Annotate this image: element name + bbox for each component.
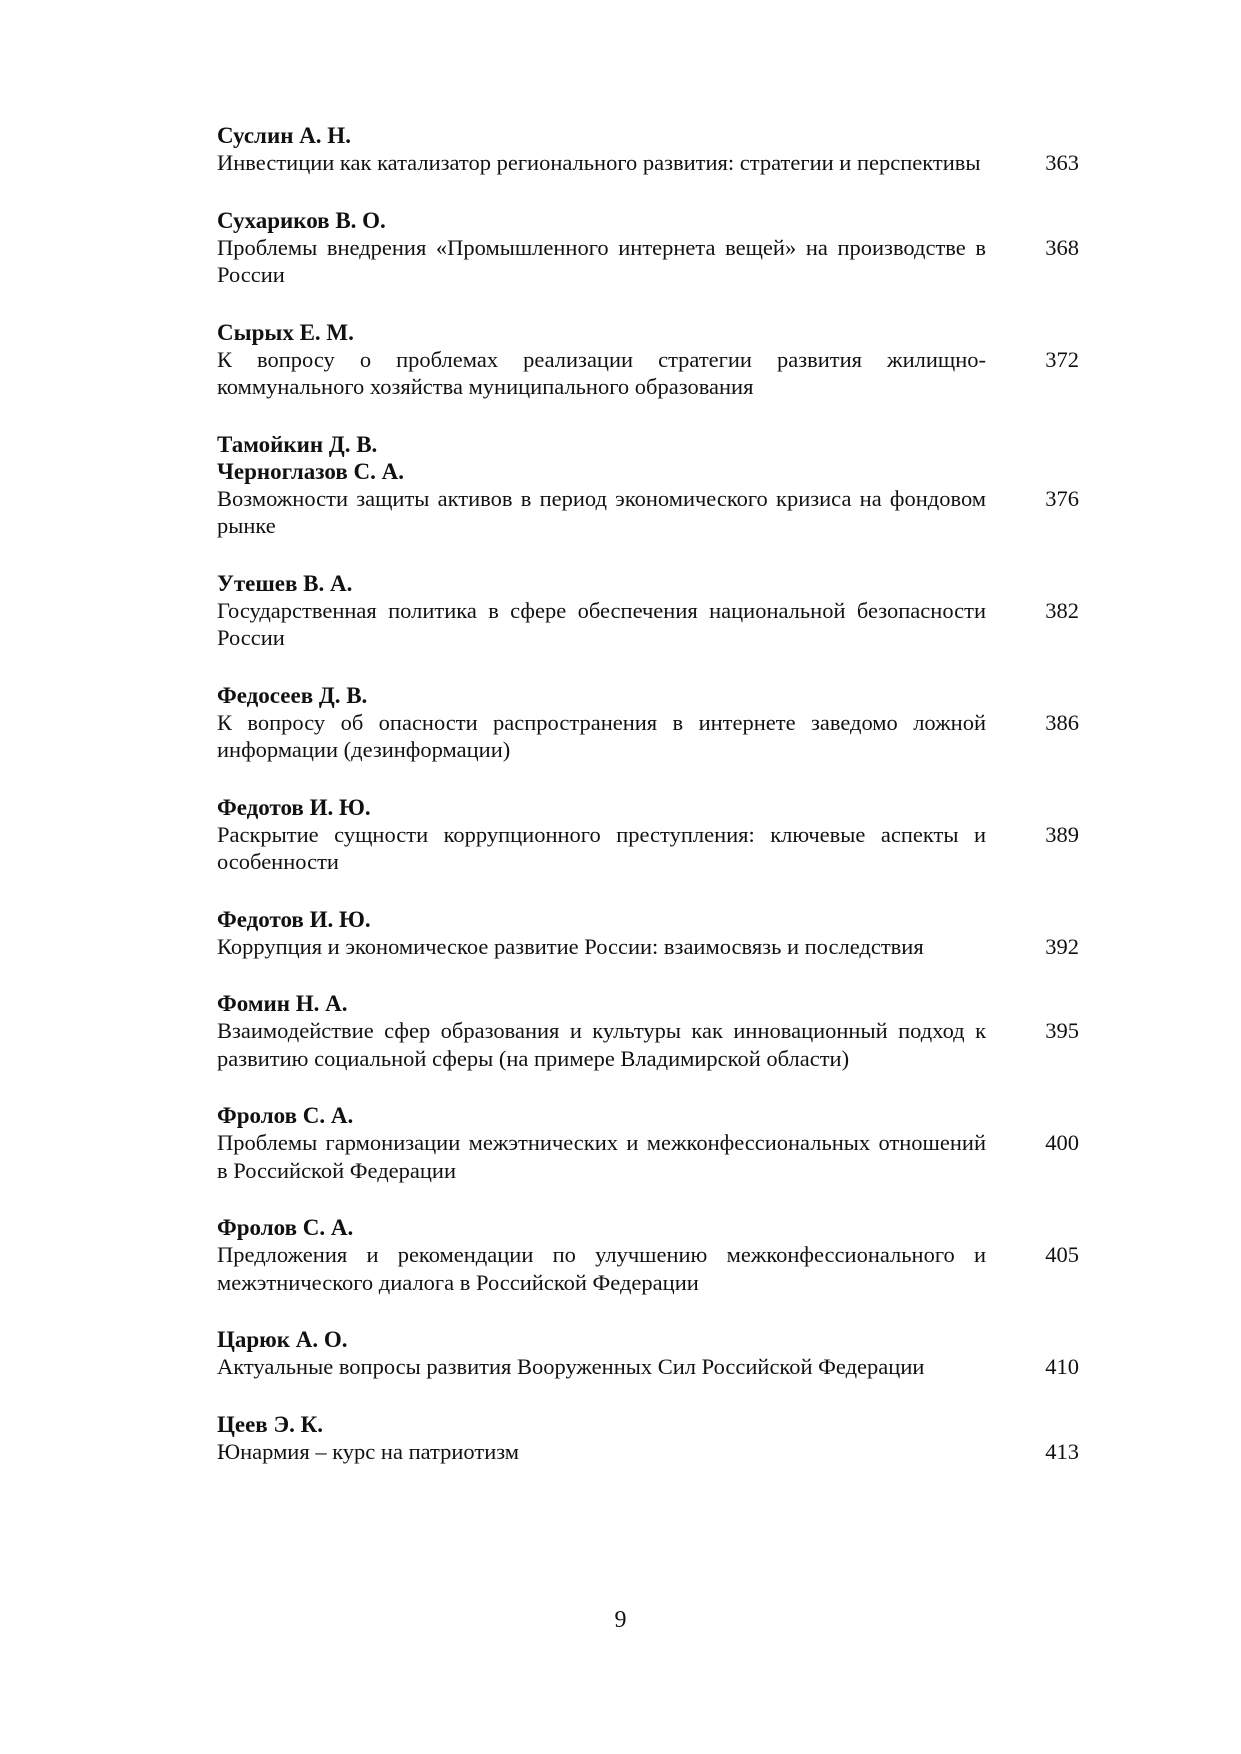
toc-entry (217, 319, 1079, 401)
entry-title: К вопросу о проблемах реализации стратегии развития жилищно-коммунального хозяйства муниципального образования (217, 346, 986, 399)
toc-entry (217, 122, 1079, 177)
entry-author: Сырых Е. М. (217, 319, 354, 345)
entry-author: Фомин Н. А. (217, 991, 348, 1016)
entry-title: Актуальные вопросы развития Вооруженных Сил Российской Федерации (217, 1354, 925, 1379)
entry-row (217, 234, 1079, 289)
entry-page-number: 386 (1045, 709, 1079, 735)
toc-entry (217, 990, 1079, 1072)
entry-title: Взаимодействие сфер образования и культуры как инновационный подход к развитию социальной сферы (на примере Владимирской области) (217, 1018, 986, 1071)
entry-row (217, 933, 1079, 961)
entry-author: Суслин А. Н. (217, 123, 351, 148)
entry-title: К вопросу об опасности распространения в интернете заведомо ложной информации (дезинформации) (217, 709, 986, 762)
entry-author: Сухариков В. О. (217, 207, 386, 233)
toc-entry (217, 1214, 1079, 1296)
entry-row (217, 821, 1079, 876)
entry-author: Фролов С. А. (217, 1103, 354, 1128)
entry-row (217, 485, 1079, 540)
entry-title: Проблемы внедрения «Промышленного интернета вещей» на производстве в России (217, 234, 986, 287)
entry-row (217, 1353, 1079, 1381)
entry-title: Государственная политика в сфере обеспечения национальной безопасности России (217, 597, 986, 650)
entry-page-number: 400 (1045, 1130, 1079, 1155)
entry-page-number: 392 (1045, 933, 1079, 959)
entry-row (217, 1129, 1079, 1184)
entry-row (217, 1241, 1079, 1296)
entry-author: Федотов И. Ю. (217, 794, 371, 820)
page-number: 9 (614, 1607, 627, 1633)
toc-entry (217, 207, 1079, 289)
entry-page-number: 413 (1045, 1438, 1079, 1464)
entry-title: Юнармия – курс на патриотизм (217, 1438, 520, 1464)
toc-entry (217, 1411, 1079, 1466)
entry-page-number: 405 (1045, 1242, 1079, 1267)
toc-entry (217, 1102, 1079, 1184)
entry-page-number: 376 (1045, 485, 1079, 511)
entry-page-number: 410 (1045, 1354, 1079, 1379)
entry-page-number: 363 (1045, 150, 1079, 175)
entry-author: Цеев Э. К. (217, 1411, 324, 1437)
entry-row (217, 709, 1079, 764)
toc-entry (217, 1326, 1079, 1381)
entry-author: Фролов С. А. (217, 1215, 354, 1240)
toc-entry (217, 794, 1079, 876)
entry-author: Царюк А. О. (217, 1327, 348, 1352)
entry-author: Тамойкин Д. В. (217, 431, 378, 457)
table-of-contents (217, 122, 1079, 1495)
entry-page-number: 389 (1045, 821, 1079, 847)
entry-title: Возможности защиты активов в период экономического кризиса на фондовом рынке (217, 485, 986, 538)
toc-entry (217, 570, 1079, 652)
entry-row (217, 1438, 1079, 1466)
toc-entry (217, 906, 1079, 961)
entry-title: Проблемы гармонизации межэтнических и межконфессиональных отношений в Российской Федерации (217, 1130, 986, 1183)
entry-page-number: 382 (1045, 597, 1079, 623)
entry-title: Коррупция и экономическое развитие России: взаимосвязь и последствия (217, 933, 924, 959)
entry-row (217, 597, 1079, 652)
toc-entry (217, 682, 1079, 764)
entry-row (217, 149, 1079, 177)
entry-title: Инвестиции как катализатор регионального развития: стратегии и перспективы (217, 150, 981, 175)
entry-row (217, 1017, 1079, 1072)
entry-page-number: 395 (1045, 1018, 1079, 1043)
entry-coauthor: Черноглазов С. А. (217, 458, 404, 484)
entry-page-number: 372 (1045, 346, 1079, 372)
entry-author: Федосеев Д. В. (217, 682, 368, 708)
entry-title: Раскрытие сущности коррупционного преступления: ключевые аспекты и особенности (217, 821, 986, 874)
toc-entry (217, 431, 1079, 540)
entry-page-number: 368 (1045, 234, 1079, 260)
entry-author: Утешев В. А. (217, 570, 353, 596)
entry-author: Федотов И. Ю. (217, 906, 371, 932)
entry-row (217, 346, 1079, 401)
entry-title: Предложения и рекомендации по улучшению межконфессионального и межэтнического диалога в Российской Федерации (217, 1242, 986, 1295)
